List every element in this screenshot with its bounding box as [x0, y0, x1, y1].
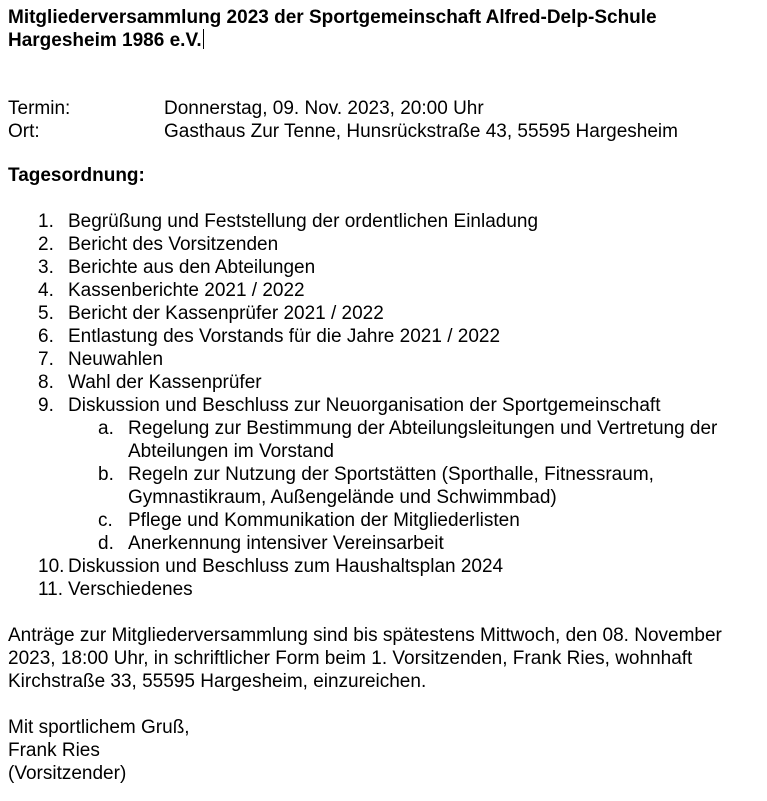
item-number: 4.	[38, 280, 54, 301]
sub-list-item	[8, 532, 763, 555]
list-item	[8, 578, 763, 601]
sub-item-text: Regeln zur Nutzung der Sportstätten (Sporthalle, Fitnessraum, Gymnastikraum, Außengelände und Schwimmbad)	[128, 464, 654, 508]
sub-item-letter: d.	[98, 533, 114, 554]
meta-value: Gasthaus Zur Tenne, Hunsrückstraße 43, 55595 Hargesheim	[164, 121, 678, 142]
item-text: Kassenberichte 2021 / 2022	[68, 280, 305, 301]
sub-item-text: Anerkennung intensiver Vereinsarbeit	[128, 533, 444, 554]
item-text: Neuwahlen	[68, 349, 164, 370]
item-text: Diskussion und Beschluss zum Haushaltsplan 2024	[68, 556, 504, 577]
list-item	[8, 233, 763, 256]
item-text: Bericht des Vorsitzenden	[68, 234, 279, 255]
title-text: Mitgliederversammlung 2023 der Sportgemeinschaft Alfred-Delp-Schule Hargesheim 1986 e.V.	[8, 7, 657, 51]
list-item	[8, 279, 763, 302]
sublist-container	[8, 417, 763, 555]
item-text: Verschiedenes	[68, 579, 193, 600]
meta-label: Termin:	[8, 98, 71, 119]
meeting-meta	[8, 97, 763, 143]
list-item	[8, 555, 763, 578]
sub-item-letter: a.	[98, 418, 114, 439]
closing-name: Frank Ries	[8, 740, 100, 761]
sub-agenda-list	[8, 417, 763, 555]
sub-list-item	[8, 463, 763, 509]
item-number: 7.	[38, 349, 54, 370]
sub-item-text: Regelung zur Bestimmung der Abteilungsleitungen und Vertretung der Abteilungen im Vorstand	[128, 418, 718, 462]
item-text: Entlastung des Vorstands für die Jahre 2021 / 2022	[68, 326, 501, 347]
item-text: Wahl der Kassenprüfer	[68, 372, 262, 393]
agenda-list	[8, 210, 763, 601]
item-number: 11.	[38, 579, 64, 600]
list-item	[8, 302, 763, 325]
item-text: Begrüßung und Feststellung der ordentlichen Einladung	[68, 211, 539, 232]
text-cursor	[203, 29, 204, 49]
list-item	[8, 325, 763, 348]
sub-item-letter: b.	[98, 464, 114, 485]
item-number: 6.	[38, 326, 54, 347]
meta-row-ort	[8, 120, 763, 143]
list-item	[8, 371, 763, 394]
item-number: 5.	[38, 303, 54, 324]
item-number: 10.	[38, 556, 65, 577]
sub-item-letter: c.	[98, 510, 113, 531]
meta-label: Ort:	[8, 121, 40, 142]
item-number: 8.	[38, 372, 54, 393]
sub-list-item	[8, 417, 763, 463]
list-item	[8, 348, 763, 371]
agenda-heading: Tagesordnung:	[8, 165, 145, 186]
item-text: Berichte aus den Abteilungen	[68, 257, 316, 278]
sub-item-text: Pflege und Kommunikation der Mitgliederlisten	[128, 510, 520, 531]
item-number: 9.	[38, 395, 54, 416]
item-number: 2.	[38, 234, 54, 255]
list-item	[8, 210, 763, 233]
item-number: 1.	[38, 211, 54, 232]
closing-greeting: Mit sportlichem Gruß,	[8, 717, 190, 738]
sub-list-item	[8, 509, 763, 532]
meta-row-termin	[8, 97, 763, 120]
meta-value: Donnerstag, 09. Nov. 2023, 20:00 Uhr	[164, 98, 484, 119]
list-item	[8, 394, 763, 417]
submission-paragraph: Anträge zur Mitgliederversammlung sind bis spätestens Mittwoch, den 08. November 2023, 18:00 Uhr, in schriftlicher Form beim 1. Vorsitzenden, Frank Ries, wohnhaft Kirchstraße 33, 55595 Hargesheim, einzureichen.	[8, 625, 722, 692]
item-number: 3.	[38, 257, 54, 278]
closing-block	[8, 716, 763, 785]
item-text: Diskussion und Beschluss zur Neuorganisation der Sportgemeinschaft	[68, 395, 661, 416]
list-item	[8, 256, 763, 279]
document-page	[8, 6, 763, 785]
closing-role: (Vorsitzender)	[8, 763, 127, 784]
item-text: Bericht der Kassenprüfer 2021 / 2022	[68, 303, 384, 324]
document-title[interactable]	[8, 6, 763, 52]
